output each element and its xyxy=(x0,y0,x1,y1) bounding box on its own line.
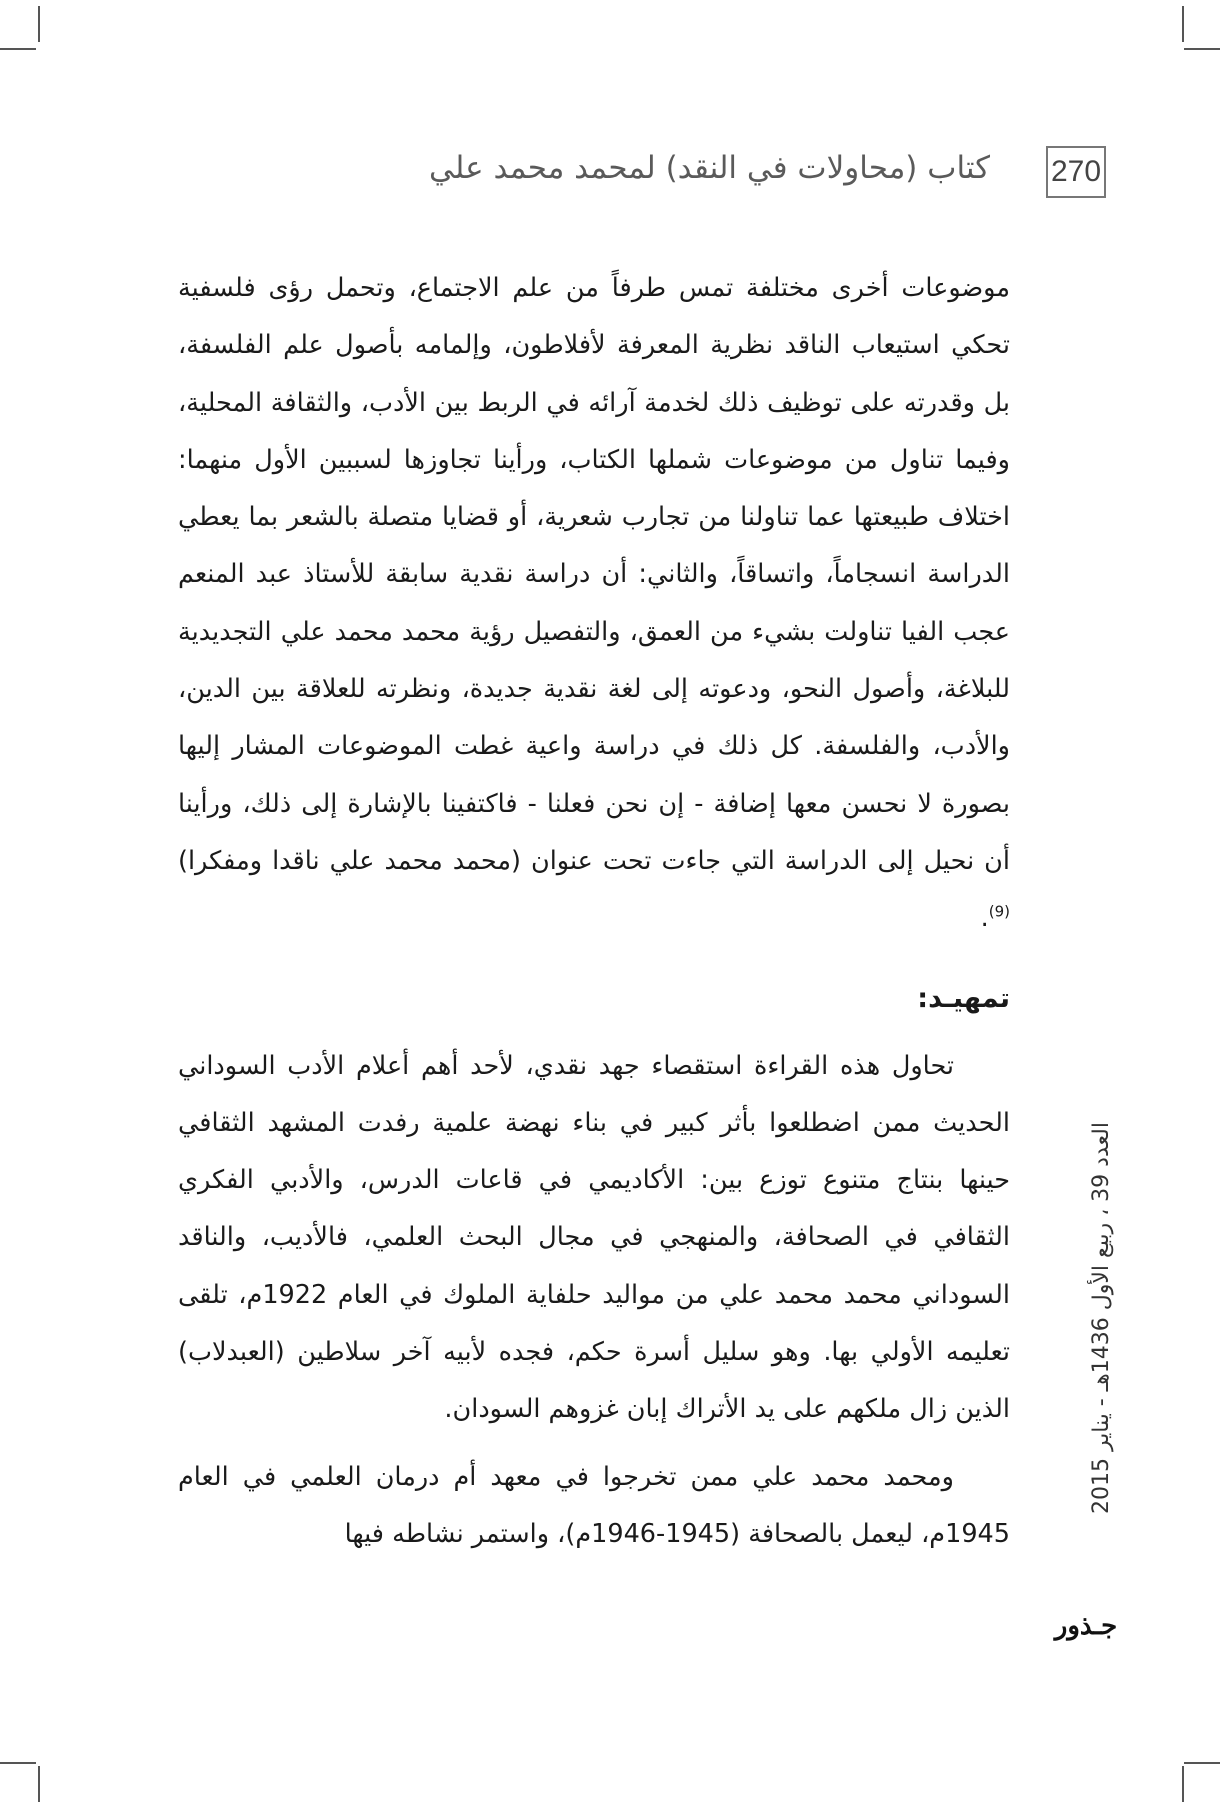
crop-mark xyxy=(38,6,40,42)
footnote-reference: (9) xyxy=(988,902,1010,921)
paragraph: تحاول هذه القراءة استقصاء جهد نقدي، لأحد أهم أعلام الأدب السوداني الحديث ممن اضطلعوا بأثر كبير في بناء نهضة علمية رفدت المشهد الثقافي حينها بنتاج متنوع توزع بين: الأكاديمي في قاعات الدرس، والأدبي الفكري الثقافي في الصحافة، والمنهجي في مجال البحث العلمي، فالأديب، والناقد السوداني محمد محمد علي من مواليد حلفاية الملوك في العام 1922م، تلقى تعليمه الأولي بها. وهو سليل أسرة حكم، فجده لأبيه آخر سلاطين (العبدلاب) الذين زال ملكهم على يد الأتراك إبان غزوهم السودان. xyxy=(178,1050,1010,1425)
article-body xyxy=(178,260,1010,1563)
page-number: 270 xyxy=(1046,146,1106,198)
crop-mark xyxy=(38,1766,40,1802)
section-heading: تمهيـد: xyxy=(917,982,1010,1014)
crop-mark xyxy=(1182,6,1184,42)
paragraph xyxy=(178,260,1010,948)
crop-mark xyxy=(1184,1762,1220,1764)
paragraph-end: . xyxy=(980,903,989,934)
journal-logo: جـذور xyxy=(1054,1611,1118,1641)
crop-mark xyxy=(0,48,36,50)
crop-mark xyxy=(1182,1766,1184,1802)
paragraph-text: موضوعات أخرى مختلفة تمس طرفاً من علم الاجتماع، وتحمل رؤى فلسفية تحكي استيعاب الناقد نظرية المعرفة لأفلاطون، وإلمامه بأصول علم الفلسفة، بل وقدرته على توظيف ذلك لخدمة آرائه في الربط بين الأدب، والثقافة المحلية، وفيما تناول من موضوعات شملها الكتاب، ورأينا تجاوزها لسببين الأول منهما: اختلاف طبيعتها عما تناولنا من تجارب شعرية، أو قضايا متصلة بالشعر بما يعطي الدراسة انسجاماً، واتساقاً، والثاني: أن دراسة نقدية سابقة للأستاذ عبد المنعم عجب الفيا تناولت بشيء من العمق، والتفصيل رؤية محمد محمد علي التجديدية للبلاغة، وأصول النحو، ودعوته إلى لغة نقدية جديدة، ونظرته للعلاقة بين الدين، والأدب، والفلسفة. كل ذلك في دراسة واعية غطت الموضوعات المشار إليها بصورة لا نحسن معها إضافة - إن نحن فعلنا - فاكتفينا بالإشارة إلى ذلك، ورأينا أن نحيل إلى الدراسة التي جاءت تحت عنوان (محمد محمد علي ناقدا ومفكرا) xyxy=(178,273,1010,876)
crop-mark xyxy=(1184,48,1220,50)
running-header: كتاب (محاولات في النقد) لمحمد محمد علي xyxy=(429,150,990,186)
crop-mark xyxy=(0,1762,36,1764)
issue-caption: العدد 39 ، ربيع الأول 1436هـ - يناير 2015 xyxy=(1089,1122,1114,1514)
paragraph: ومحمد محمد علي ممن تخرجوا في معهد أم درمان العلمي في العام 1945م، ليعمل بالصحافة (1945-1946م)، واستمر نشاطه فيها xyxy=(178,1461,1010,1549)
